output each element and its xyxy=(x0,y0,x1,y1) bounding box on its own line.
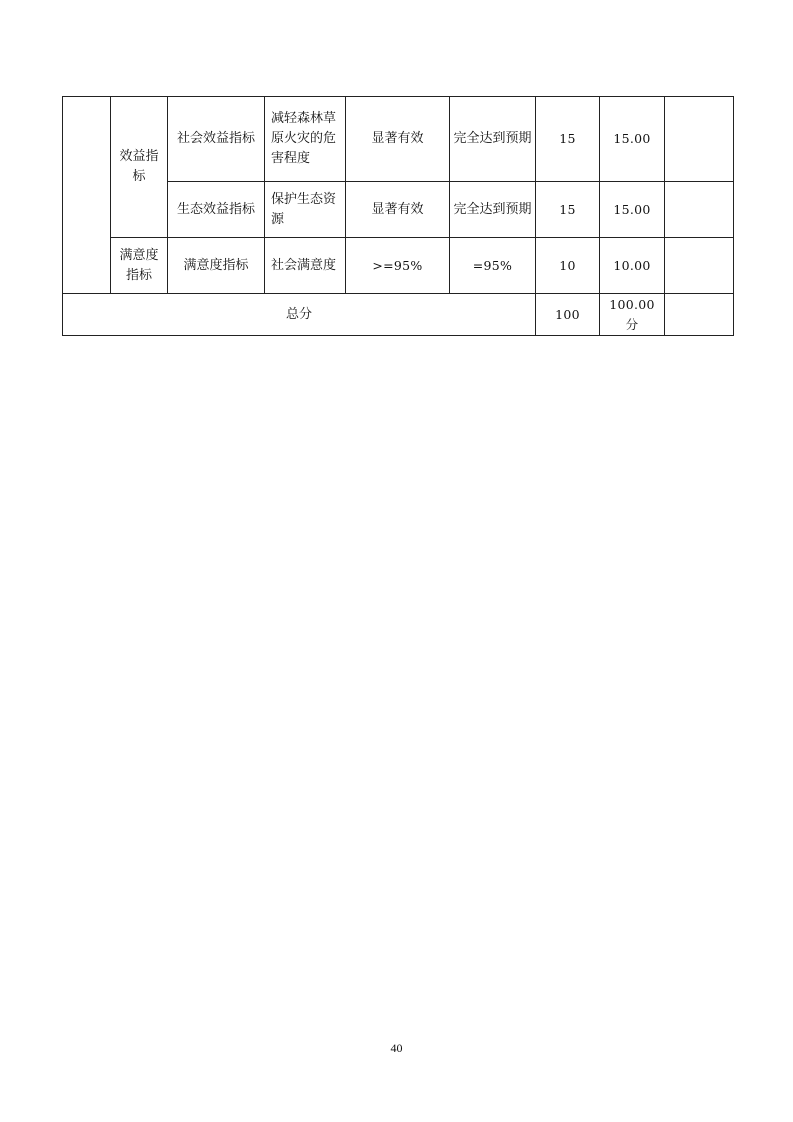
actual-value-cell: 完全达到预期 xyxy=(450,97,536,182)
actual-value-cell: =95% xyxy=(450,238,536,294)
target-value-cell: >=95% xyxy=(346,238,450,294)
total-score-cell: 100.00分 xyxy=(600,294,665,336)
note-cell xyxy=(665,97,734,182)
actual-value-cell: 完全达到预期 xyxy=(450,182,536,238)
score-cell: 15.00 xyxy=(600,182,665,238)
level3-cell: 满意度指标 xyxy=(168,238,265,294)
indicator-cell: 保护生态资源 xyxy=(265,182,346,238)
page-number: 40 xyxy=(390,1041,403,1055)
score-cell: 15.00 xyxy=(600,97,665,182)
total-row xyxy=(63,294,734,336)
target-value-cell: 显著有效 xyxy=(346,182,450,238)
performance-evaluation-table xyxy=(62,96,734,336)
score-cell: 10.00 xyxy=(600,238,665,294)
level1-cell xyxy=(63,97,111,294)
weight-cell: 15 xyxy=(536,97,600,182)
indicator-cell: 社会满意度 xyxy=(265,238,346,294)
target-value-cell: 显著有效 xyxy=(346,97,450,182)
level3-cell: 生态效益指标 xyxy=(168,182,265,238)
indicator-cell: 减轻森林草原火灾的危害程度 xyxy=(265,97,346,182)
note-cell xyxy=(665,238,734,294)
total-note-cell xyxy=(665,294,734,336)
level2-cell: 满意度指标 xyxy=(111,238,168,294)
weight-cell: 10 xyxy=(536,238,600,294)
table-row xyxy=(63,238,734,294)
total-label-cell: 总分 xyxy=(63,294,536,336)
table-row xyxy=(63,97,734,182)
level3-cell: 社会效益指标 xyxy=(168,97,265,182)
level2-cell: 效益指标 xyxy=(111,97,168,238)
total-weight-cell: 100 xyxy=(536,294,600,336)
weight-cell: 15 xyxy=(536,182,600,238)
note-cell xyxy=(665,182,734,238)
